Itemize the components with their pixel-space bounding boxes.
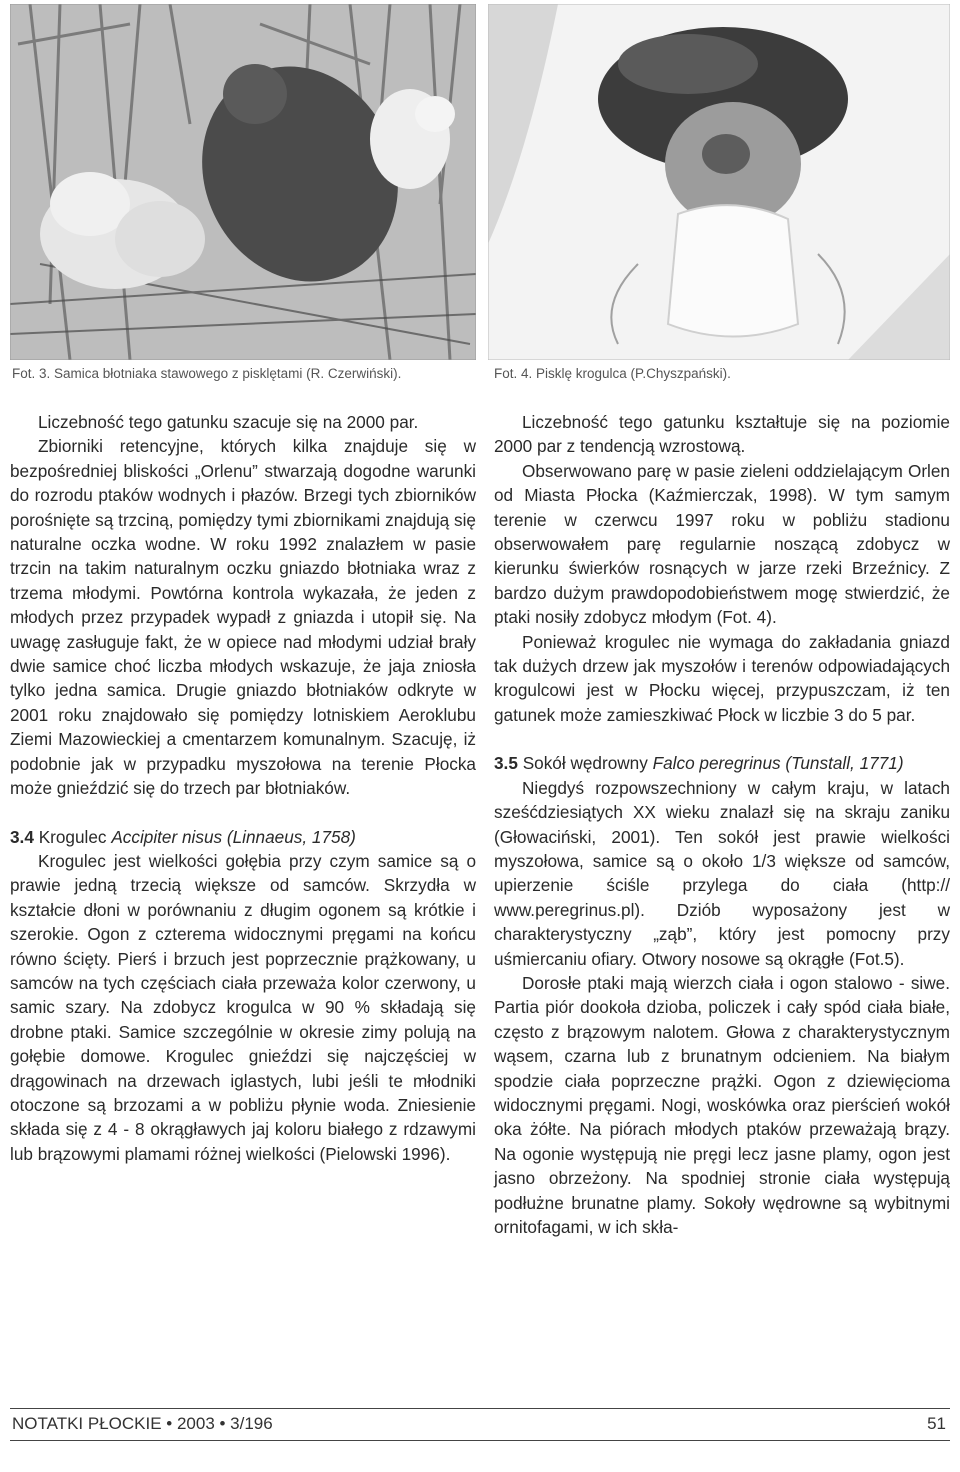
page-number: 51 [927,1414,946,1433]
section-latin-name: Accipiter nisus (Linnaeus, 1758) [111,826,356,847]
paragraph: Ponieważ krogulec nie wymaga do zakładania gniazd tak dużych drzew jak myszołów i terenów odpowiadających krogulcowi jest w Płocku więcej, przypuszczam, iż ten gatunek może zamieszkiwać Płock w liczbie 3 do 5 par. [494,631,950,725]
photo-sparrowhawk-chick-image [488,4,950,360]
footer-bottom-divider [10,1440,950,1441]
figure-caption-fot-4: Fot. 4. Pisklę krogulca (P.Chyszpański). [494,366,731,381]
section-latin-name: Falco peregrinus (Tunstall, 1771) [652,753,904,774]
text-column-right [494,410,950,1239]
paragraph: Niegdyś rozpowszechniony w całym kraju, w latach sześćdziesiątych XX wieku znalazł się na skraju zaniku (Głowaciński, 2001). Ten sokół jest prawie wielkości myszołowa, samice są o około 1/3 większe od samców, upierzenie ściśle przylega do ciała (http:// www.peregrinus.pl). Dziób wyposażony jest w charakterystyczny „ząb”, który jest pomocny przy uśmiercaniu ofiary. Otwory nosowe są okrągłe (Fot.5). [494,777,950,969]
section-heading-3-5 [494,751,950,775]
figure-caption-fot-3: Fot. 3. Samica błotniaka stawowego z pisklętami (R. Czerwiński). [12,366,402,381]
section-species-name: Krogulec [38,826,107,847]
paragraph: Dorosłe ptaki mają wierzch ciała i ogon stalowo - siwe. Partia piór dookoła dzioba, policzek i cały spód ciała białe, często z brązowym nalotem. Głowa z charakterystycznym wąsem, czarna lub z brunatnym odcieniem. Na białym spodzie ciała poprzeczne prążki. Ogon z dziewięcioma widocznymi pręgami. Nogi, woskówka oraz pierścień wokół oka żółte. Na piórach młodych ptaków przeważają brązy. Na ogonie występują nie pręgi lecz jasne plamy, ogon jest jasno obrzeżony. Na spodniej stronie ciała występują podłużne brunatne plamy. Sokoły wędrowne są wybitnymi ornitofagami, w ich skła- [494,972,950,1237]
paragraph: Liczebność tego gatunku szacuje się na 2000 par. [38,412,419,432]
paragraph: Liczebność tego gatunku kształtuje się na poziomie 2000 par z tendencją wzrostową. [494,412,950,457]
text-column-left [10,410,476,1166]
section-species-name: Sokół wędrowny [522,753,648,774]
paragraph: Zbiorniki retencyjne, których kilka znajduje się w bezpośredniej bliskości „Orlenu” stwarzają dogodne warunki do rozrodu ptaków wodnych i płazów. Brzegi tych zbiorników porośnięte są trzciną, pomiędzy tymi zbiornikami znajdują się naturalne oczka wodne. W roku 1992 znalazłem w pasie trzcin na takim naturalnym oczku gniazdo błotniaka wraz z trzema młodymi. Powtórna kontrola wykazała, że jeden z młodych przez przypadek wypadł z gniazda i utopił się. Na uwagę zasługuje fakt, że w opiece nad młodymi udział brały dwie samice choć liczba młodych wskazuje, że jaja zniosła tylko jedna samica. Drugie gniazdo błotniaków odkryte w 2001 roku znajdowało się pomiędzy lotniskiem Aeroklubu Ziemi Mazowieckiej a cmentarzem komunalnym. Szacuję, iż podobnie jak w przypadku myszołowa na terenie Płocka może gnieździć się do trzech par błotniaków. [10,436,476,799]
paragraph: Krogulec jest wielkości gołębia przy czym samice są o prawie jedną trzecią większe od samców. Skrzydła w kształcie dłoni w porównaniu z długim ogonem są krótkie i szerokie. Ogon z czterema widocznymi pręgami na końcu równo ścięty. Pierś i brzuch jest poprzecznie prążkowany, u samców na tych częściach ciała przeważa kolor czerwony, u samic szary. Na zdobycz krogulca w 90 % składają się drobne ptaki. Samice szczególnie w okresie zimy polują na gołębie domowe. Krogulec gnieździ się najczęściej w drągowinach na drzewach iglastych, lubi jeśli te młodniki otoczone są brzozami a w pobliżu płynie woda. Zniesienie składa się z 4 - 8 okrągławych jaj koloru białego z rdzawymi lub brązowymi plamami różnej wielkości (Pielowski 1996). [10,850,476,1164]
paragraph: Obserwowano parę w pasie zieleni oddzielającym Orlen od Miasta Płocka (Kaźmierczak, 1998). W tym samym terenie w czerwcu 1997 roku w pobliżu stadionu obserwowałem parę regularnie noszącą zdobycz w kierunku świerków rosnących w jarze rzeki Brzeźnicy. Z bardzo dużym prawdopodobieństwem mogę stwierdzić, że ptaki nosiły zdobycz młodym (Fot. 4). [494,460,950,628]
footer-journal-title: NOTATKI PŁOCKIE • 2003 • 3/196 [12,1414,273,1433]
section-heading-3-4 [10,825,476,849]
photo-marsh-harrier-with-chicks [10,4,476,360]
footer-divider [10,1408,950,1409]
photo-marsh-harrier-image [10,4,476,360]
section-number: 3.4 [10,826,34,847]
section-number: 3.5 [494,753,518,774]
photo-sparrowhawk-chick [488,4,950,360]
